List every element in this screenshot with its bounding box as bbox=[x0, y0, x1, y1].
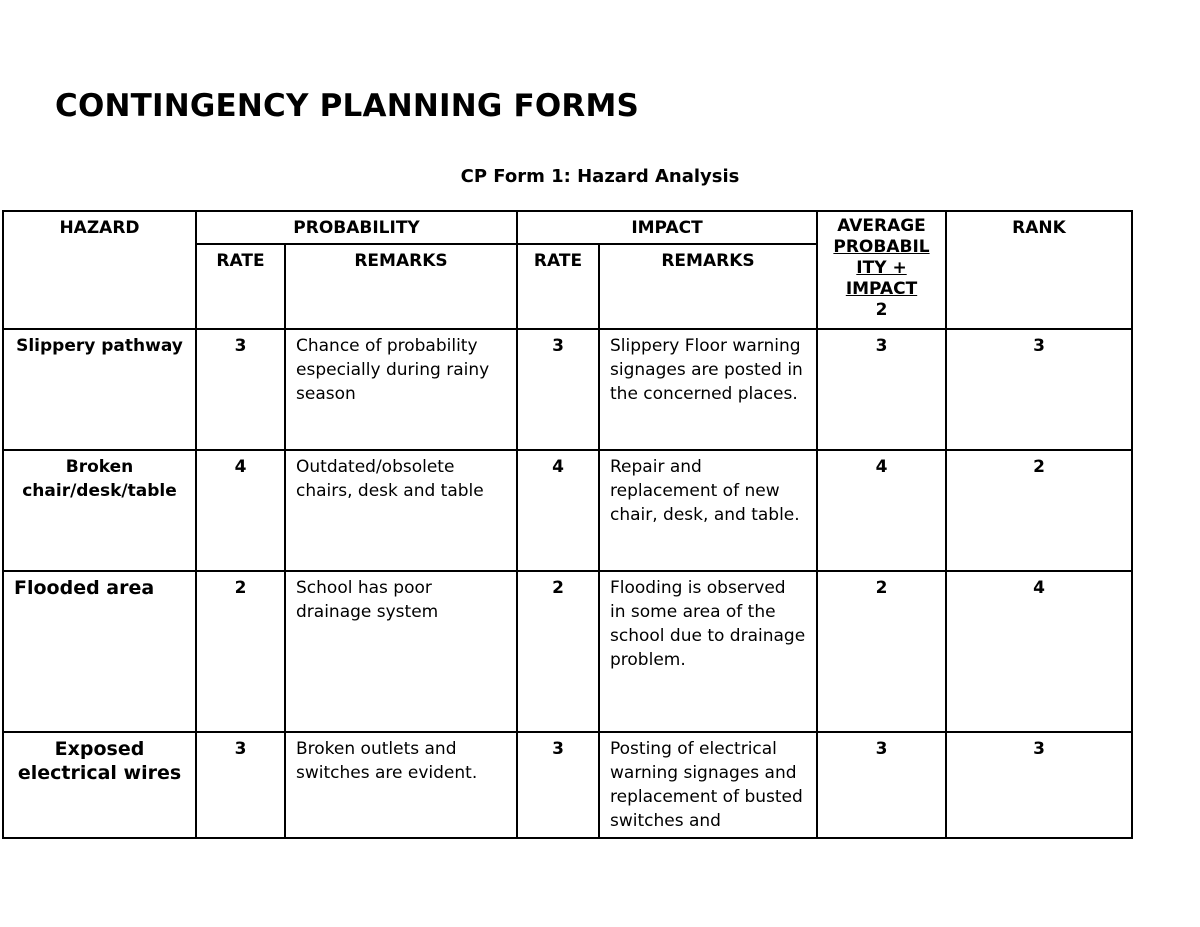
header-prob-remarks: REMARKS bbox=[285, 244, 517, 329]
page-title: CONTINGENCY PLANNING FORMS bbox=[55, 88, 640, 124]
average-cell: 4 bbox=[817, 450, 946, 571]
average-cell: 3 bbox=[817, 329, 946, 450]
prob-remarks-cell: Broken outlets and switches are evident. bbox=[285, 732, 517, 838]
impact-rate-cell: 2 bbox=[517, 571, 599, 732]
header-hazard: HAZARD bbox=[3, 211, 196, 329]
impact-rate-cell: 3 bbox=[517, 329, 599, 450]
prob-rate-cell: 3 bbox=[196, 732, 285, 838]
prob-rate-cell: 2 bbox=[196, 571, 285, 732]
prob-remarks-cell: Chance of probability especially during rainy season bbox=[285, 329, 517, 450]
header-average bbox=[817, 211, 946, 329]
header-row-main bbox=[3, 211, 1132, 244]
header-average-line2: PROBABIL bbox=[833, 237, 930, 257]
prob-rate-cell: 4 bbox=[196, 450, 285, 571]
header-average-line3: ITY + bbox=[856, 258, 907, 278]
table-row bbox=[3, 732, 1132, 838]
prob-remarks-cell: Outdated/obsolete chairs, desk and table bbox=[285, 450, 517, 571]
impact-remarks-cell: Slippery Floor warning signages are posted in the concerned places. bbox=[599, 329, 817, 450]
header-impact-remarks: REMARKS bbox=[599, 244, 817, 329]
hazard-analysis-table bbox=[2, 210, 1133, 839]
form-title: CP Form 1: Hazard Analysis bbox=[460, 166, 740, 187]
rank-cell: 3 bbox=[946, 732, 1132, 838]
hazard-cell: Exposed electrical wires bbox=[3, 732, 196, 838]
table-row bbox=[3, 571, 1132, 732]
average-cell: 2 bbox=[817, 571, 946, 732]
rank-cell: 2 bbox=[946, 450, 1132, 571]
header-average-line4: IMPACT bbox=[845, 279, 918, 299]
rank-cell: 3 bbox=[946, 329, 1132, 450]
header-probability: PROBABILITY bbox=[196, 211, 517, 244]
impact-remarks-cell: Repair and replacement of new chair, desk, and table. bbox=[599, 450, 817, 571]
average-cell: 3 bbox=[817, 732, 946, 838]
header-average-line5: 2 bbox=[875, 300, 888, 320]
hazard-cell: Broken chair/desk/table bbox=[3, 450, 196, 571]
hazard-cell: Slippery pathway bbox=[3, 329, 196, 450]
table-row bbox=[3, 450, 1132, 571]
impact-remarks-cell: Flooding is observed in some area of the school due to drainage problem. bbox=[599, 571, 817, 732]
prob-rate-cell: 3 bbox=[196, 329, 285, 450]
header-impact: IMPACT bbox=[517, 211, 817, 244]
header-average-line1: AVERAGE bbox=[837, 216, 926, 236]
header-rank: RANK bbox=[946, 211, 1132, 329]
header-prob-rate: RATE bbox=[196, 244, 285, 329]
table-row bbox=[3, 329, 1132, 450]
hazard-cell: Flooded area bbox=[3, 571, 196, 732]
prob-remarks-cell: School has poor drainage system bbox=[285, 571, 517, 732]
impact-remarks-cell: Posting of electrical warning signages and replacement of busted switches and bbox=[599, 732, 817, 838]
impact-rate-cell: 3 bbox=[517, 732, 599, 838]
header-impact-rate: RATE bbox=[517, 244, 599, 329]
impact-rate-cell: 4 bbox=[517, 450, 599, 571]
rank-cell: 4 bbox=[946, 571, 1132, 732]
